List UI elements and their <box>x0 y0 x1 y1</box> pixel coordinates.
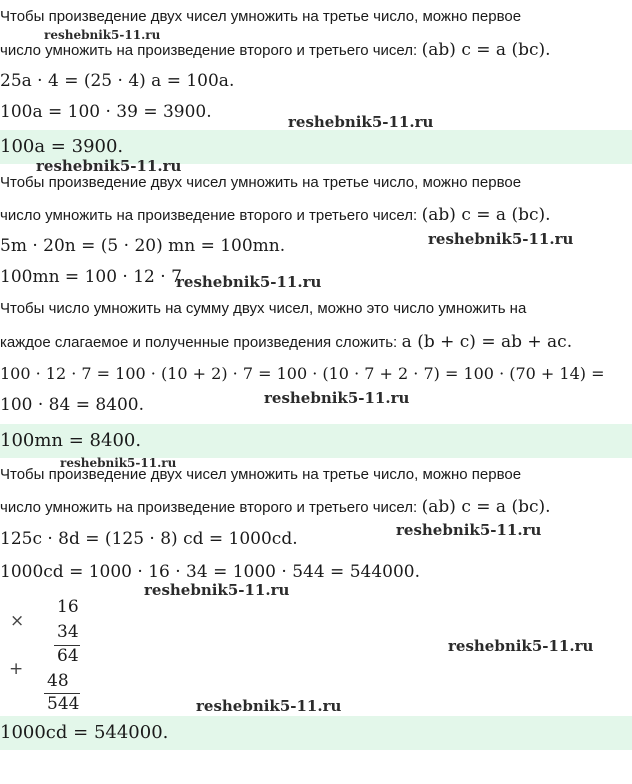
rule-mult-text: число умножить на произведение второго и третьего чисел: <box>0 42 418 59</box>
rule-dist-line2 <box>0 332 572 352</box>
rule-mult-line2-b <box>0 205 551 225</box>
times-sign: × <box>10 611 25 631</box>
rule-mult-line2-c <box>0 497 551 517</box>
watermark: reshebnik5-11.ru <box>448 637 594 655</box>
rule-mult-line1-c: Чтобы произведение двух чисел умножить на третье число, можно первое <box>0 466 522 483</box>
column-result: 544 <box>47 694 80 714</box>
watermark: reshebnik5-11.ru <box>36 157 182 175</box>
part-c-step2: 1000cd = 1000 · 16 · 34 = 1000 · 544 = 544000. <box>0 562 420 582</box>
part-a-step1: 25a · 4 = (25 · 4) a = 100a. <box>0 71 235 91</box>
part-c-answer: 1000cd = 544000. <box>0 722 169 743</box>
rule-dist-line1: Чтобы число умножить на сумму двух чисел, можно это число умножить на <box>0 300 527 317</box>
rule-mult-text: число умножить на произведение второго и третьего чисел: <box>0 499 418 516</box>
rule-mult-text: число умножить на произведение второго и третьего чисел: <box>0 207 418 224</box>
part-c-step1: 125c · 8d = (125 · 8) cd = 1000cd. <box>0 529 298 549</box>
watermark: reshebnik5-11.ru <box>44 28 161 42</box>
rule-mult-formula: (ab) c = a (bc). <box>421 497 551 517</box>
watermark: reshebnik5-11.ru <box>196 697 342 715</box>
watermark: reshebnik5-11.ru <box>428 230 574 248</box>
column-partial1: 64 <box>57 646 79 666</box>
watermark: reshebnik5-11.ru <box>264 389 410 407</box>
watermark: reshebnik5-11.ru <box>144 581 290 599</box>
watermark: reshebnik5-11.ru <box>60 456 177 470</box>
watermark: reshebnik5-11.ru <box>288 113 434 131</box>
part-a-answer: 100a = 3900. <box>0 136 124 157</box>
part-b-step2: 100mn = 100 · 12 · 7 <box>0 267 182 287</box>
column-factor1: 16 <box>57 597 79 617</box>
plus-sign: + <box>9 659 24 679</box>
part-b-answer: 100mn = 8400. <box>0 430 142 451</box>
rule-mult-formula: (ab) c = a (bc). <box>421 205 551 225</box>
column-factor2: 34 <box>57 622 79 642</box>
watermark: reshebnik5-11.ru <box>176 273 322 291</box>
rule-mult-line1-a: Чтобы произведение двух чисел умножить на третье число, можно первое <box>0 8 522 25</box>
rule-dist-formula: a (b + c) = ab + ac. <box>401 332 573 352</box>
part-b-step3: 100 · 12 · 7 = 100 · (10 + 2) · 7 = 100 · (10 · 7 + 2 · 7) = 100 · (70 + 14) = <box>0 364 605 383</box>
rule-mult-line1-b: Чтобы произведение двух чисел умножить на третье число, можно первое <box>0 174 522 191</box>
part-b-step4: 100 · 84 = 8400. <box>0 395 145 415</box>
rule-mult-line2-a <box>0 40 551 60</box>
column-partial2: 48 <box>47 671 69 691</box>
part-b-step1: 5m · 20n = (5 · 20) mn = 100mn. <box>0 236 286 256</box>
rule-dist-text: каждое слагаемое и полученные произведения сложить: <box>0 334 398 351</box>
watermark: reshebnik5-11.ru <box>396 521 542 539</box>
part-a-step2: 100a = 100 · 39 = 3900. <box>0 102 212 122</box>
rule-mult-formula: (ab) c = a (bc). <box>421 40 551 60</box>
